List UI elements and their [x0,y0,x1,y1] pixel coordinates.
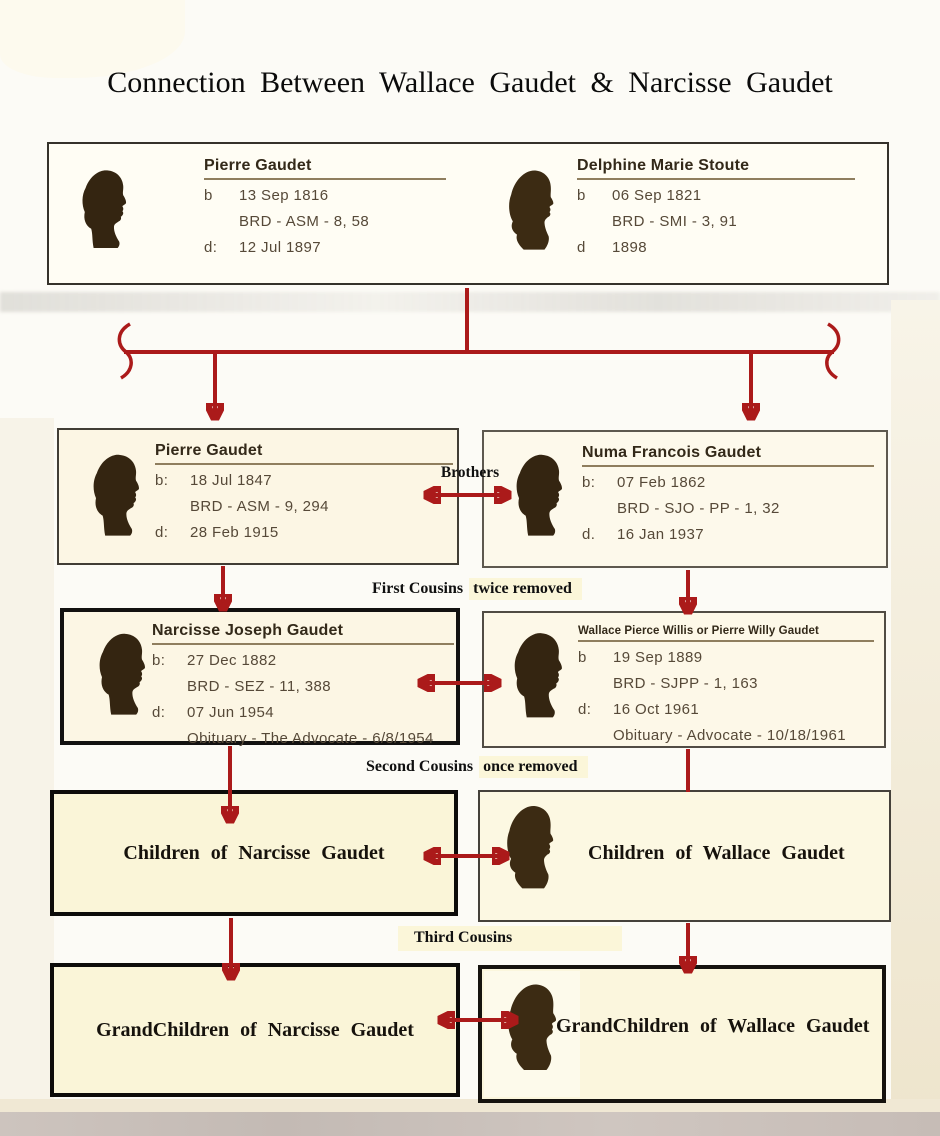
person-name: Pierre Gaudet [204,157,446,180]
obituary-label-spacer [152,729,187,749]
grandchildren-of-wallace-box [478,965,886,1103]
birth-label: b: [155,472,169,489]
death-date: 28 Feb 1915 [190,524,279,541]
record-label-spacer [204,212,239,232]
grandchildren-of-narcisse-label: GrandChildren of Narcisse Gaudet [96,1018,414,1041]
obituary-reference: Obituary - The Advocate - 6/8/1954 [187,730,434,747]
record-reference: BRD - ASM - 9, 294 [190,498,329,515]
person-name: Numa Francois Gaudet [582,444,874,467]
female-profile-silhouette-icon [507,159,557,257]
death-date: 16 Oct 1961 [613,701,700,718]
ancestor-couple-box [47,142,889,285]
death-label: d [577,239,586,256]
male-profile-silhouette-icon [80,159,128,257]
birth-label: b [578,649,587,666]
death-date: 1898 [612,239,647,256]
scan-gray-streak [0,292,940,312]
person-card-pierre-gaudet [57,428,459,565]
male-profile-silhouette-icon [514,444,564,544]
person-pierre-gaudet-sr [204,157,446,258]
record-label-spacer [577,212,612,232]
children-of-narcisse-box [50,790,458,916]
death-label: d: [204,239,218,256]
record-reference: BRD - SEZ - 11, 388 [187,678,332,695]
male-profile-silhouette-icon [97,623,147,723]
birth-label: b: [582,474,596,491]
brace-left-icon [119,324,131,378]
relationship-label-brothers: Brothers [440,464,500,481]
birth-date: 06 Sep 1821 [612,187,702,204]
children-of-narcisse-label: Children of Narcisse Gaudet [123,841,385,864]
male-profile-silhouette-icon [91,444,141,544]
record-reference: BRD - ASM - 8, 58 [239,213,370,230]
record-label-spacer [155,497,190,517]
relationship-label-second-cousins [366,758,588,776]
relationship-text: First Cousins [372,580,464,597]
death-date: 16 Jan 1937 [617,526,704,543]
death-label: d. [582,526,596,543]
record-reference: BRD - SMI - 3, 91 [612,213,738,230]
person-delphine-marie-stoute [577,157,855,258]
person-name: Delphine Marie Stoute [577,157,855,180]
birth-date: 07 Feb 1862 [617,474,706,491]
record-label-spacer [582,499,617,519]
scan-left-margin [0,418,54,1112]
grandchildren-of-wallace-label: GrandChildren of Wallace Gaudet [556,1014,870,1037]
person-name: Wallace Pierce Willis or Pierre Willy Gaudet [578,625,874,642]
relationship-label-third-cousins: Third Cousins [398,926,622,951]
death-label: d: [152,704,166,721]
grandchildren-of-narcisse-box [50,963,460,1097]
death-date: 12 Jul 1897 [239,239,321,256]
birth-date: 13 Sep 1816 [239,187,329,204]
obituary-label-spacer [578,726,613,746]
death-label: d: [578,701,592,718]
person-card-wallace-gaudet [482,611,886,748]
relationship-label-first-cousins [372,580,582,598]
birth-date: 19 Sep 1889 [613,649,703,666]
scan-bottom-band [0,1112,940,1136]
obituary-reference: Obituary - Advocate - 10/18/1961 [613,727,846,744]
children-of-wallace-box [478,790,891,922]
person-card-narcisse-joseph-gaudet [60,608,460,745]
record-reference: BRD - SJO - PP - 1, 32 [617,500,780,517]
birth-label: b [577,187,586,204]
children-of-wallace-label: Children of Wallace Gaudet [588,841,845,864]
female-profile-silhouette-icon [506,977,560,1073]
scan-right-margin [891,300,940,1112]
birth-date: 18 Jul 1847 [190,472,272,489]
birth-date: 27 Dec 1882 [187,652,277,669]
death-date: 07 Jun 1954 [187,704,274,721]
person-name: Pierre Gaudet [155,442,453,465]
female-profile-silhouette-icon [505,800,557,890]
person-name: Narcisse Joseph Gaudet [152,622,454,645]
relationship-text-highlight: twice removed [469,578,582,600]
person-card-numa-francois-gaudet [482,430,888,568]
record-label-spacer [578,674,613,694]
brace-right-icon [827,324,839,378]
birth-label: b: [152,652,166,669]
relationship-text-highlight: once removed [479,756,587,778]
death-label: d: [155,524,169,541]
record-reference: BRD - SJPP - 1, 163 [613,675,758,692]
record-label-spacer [152,677,187,697]
page-title: Connection Between Wallace Gaudet & Narcisse Gaudet [107,66,833,99]
birth-label: b [204,187,213,204]
male-profile-silhouette-icon [512,623,564,725]
relationship-text: Second Cousins [366,758,474,775]
